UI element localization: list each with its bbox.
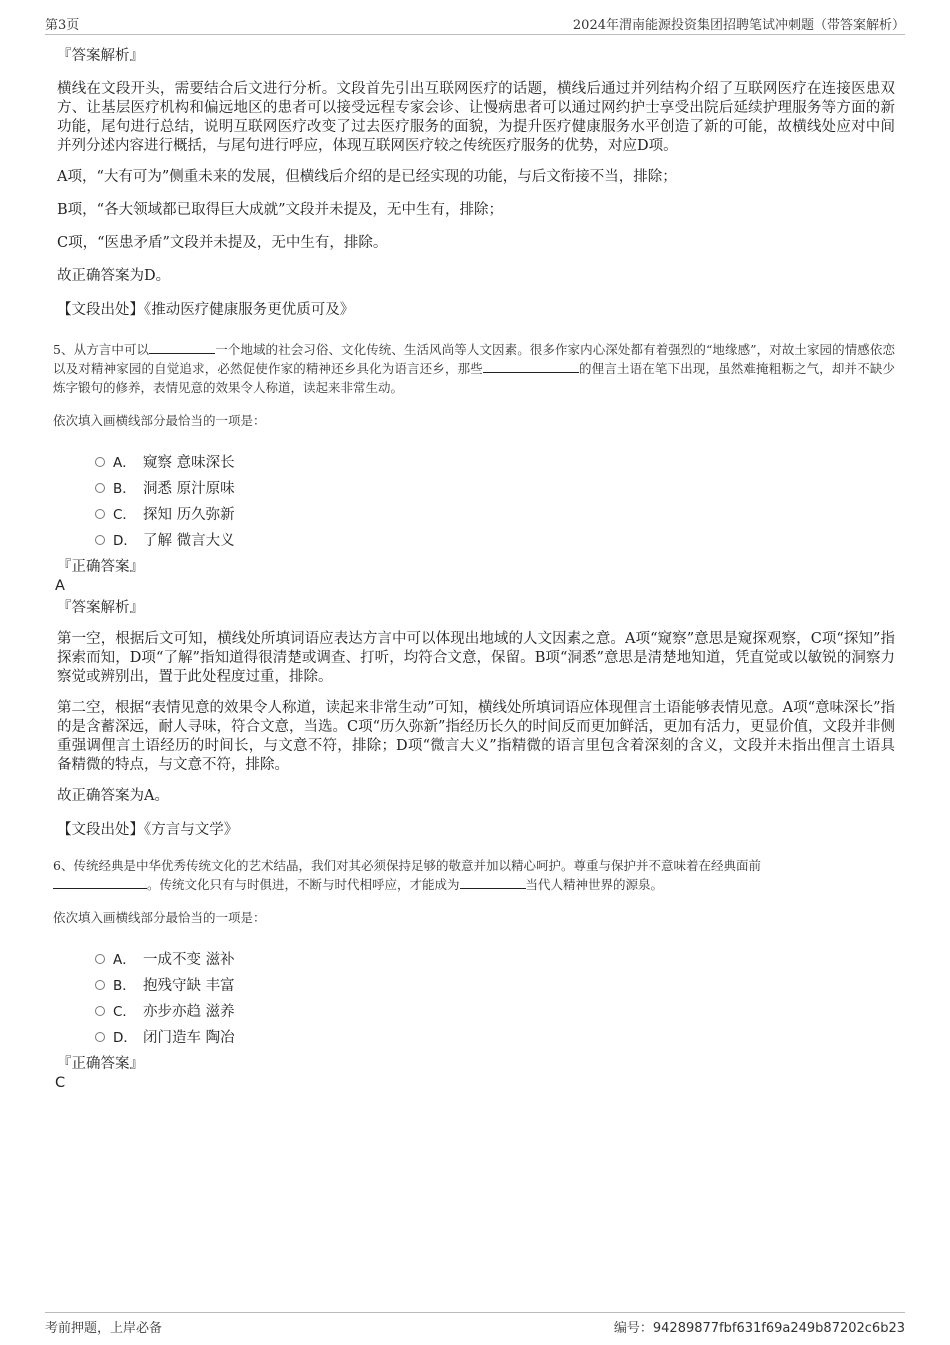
option-list xyxy=(95,947,895,1051)
analysis-label: 『答案解析』 xyxy=(57,600,144,616)
page-header xyxy=(45,14,905,35)
option-d[interactable] xyxy=(95,528,895,554)
question-6 xyxy=(53,856,895,1093)
option-c[interactable] xyxy=(95,502,895,528)
fill-blank xyxy=(149,341,215,354)
stem-text: 一个地域的社会习俗、文化传统、生活风尚等人文因素。很多作家内心深处都有着强烈的“地缘感”，对故土家园的情感依恋以及对精神家园的自觉追求，必然促使作家的精神还乡具化为语言还乡，那些 xyxy=(53,342,895,376)
question-5 xyxy=(53,340,895,840)
fill-blank xyxy=(483,360,579,373)
option-a[interactable] xyxy=(95,947,895,973)
fill-blank xyxy=(53,876,147,889)
footer-slogan: 考前押题，上岸必备 xyxy=(45,1321,163,1336)
q4-analysis-section xyxy=(57,46,895,320)
document-title: 2024年渭南能源投资集团招聘笔试冲刺题（带答案解析） xyxy=(572,18,905,33)
analysis-paragraph: C项，“医患矛盾”文段并未提及，无中生有，排除。 xyxy=(57,235,388,251)
option-text: 探知 历久弥新 xyxy=(143,507,235,523)
option-text: 洞悉 原汁原味 xyxy=(143,481,235,497)
option-list xyxy=(95,450,895,554)
analysis-paragraph: 第二空，根据“表情见意的效果令人称道，读起来非常生动”可知，横线处所填词语应体现俚言土语能够表情见意。A项“意味深长”指的是含蓄深远，耐人寻味，符合文意，当选。C项“历久弥新”指经历长久的时间反而更加鲜活，更加有活力，更显价值，文段并非侧重强调俚言土语经历的时间长，与文意不符，排除；D项“微言大义”指精微的语言里包含着深刻的含义，文段并未指出俚言土语具备精微的特点，与文意不符，排除。 xyxy=(57,700,895,773)
option-text: 窥察 意味深长 xyxy=(143,455,235,471)
stem-text: 。传统文化只有与时俱进，不断与时代相呼应，才能成为 xyxy=(147,877,460,892)
analysis-paragraph: B项，“各大领域都已取得巨大成就”文段并未提及，无中生有，排除； xyxy=(57,202,503,218)
question-stem xyxy=(53,856,895,894)
option-text: 了解 微言大义 xyxy=(143,533,235,549)
code-value: 94289877fbf631f69a249b87202c6b23 xyxy=(652,1321,905,1336)
code-label: 编号： xyxy=(613,1321,653,1336)
option-text: 一成不变 滋补 xyxy=(143,952,235,968)
option-letter: C． xyxy=(113,1004,136,1020)
correct-answer: C xyxy=(55,1075,66,1091)
document-code xyxy=(614,1317,905,1336)
analysis-paragraph: 故正确答案为A。 xyxy=(57,788,169,804)
radio-button[interactable] xyxy=(95,1032,105,1042)
question-prompt: 依次填入画横线部分最恰当的一项是： xyxy=(53,413,266,428)
page-footer xyxy=(45,1312,905,1337)
stem-text: 的俚言土语在笔下出现，虽然难掩粗粝之气，却并不缺少炼字锻句的修养，表情见意的效果令人称道，读起来非常生动。 xyxy=(53,361,895,395)
option-d[interactable] xyxy=(95,1025,895,1051)
radio-button[interactable] xyxy=(95,457,105,467)
analysis-paragraph: A项，“大有可为”侧重未来的发展，但横线后介绍的是已经实现的功能，与后文衔接不当，排除； xyxy=(57,169,677,185)
radio-button[interactable] xyxy=(95,509,105,519)
option-letter: B． xyxy=(113,978,136,994)
analysis-paragraph: 故正确答案为D。 xyxy=(57,268,171,284)
radio-button[interactable] xyxy=(95,483,105,493)
correct-answer-label: 『正确答案』 xyxy=(57,1056,144,1072)
question-prompt: 依次填入画横线部分最恰当的一项是： xyxy=(53,910,266,925)
correct-answer: A xyxy=(55,578,65,594)
passage-source: 【文段出处】《方言与文学》 xyxy=(57,822,239,838)
fill-blank xyxy=(460,876,526,889)
stem-text: 6、传统经典是中华优秀传统文化的艺术结晶，我们对其必须保持足够的敬意并加以精心呵护。尊重与保护并不意味着在经典面前 xyxy=(53,858,761,873)
analysis-paragraph: 第一空，根据后文可知，横线处所填词语应表达方言中可以体现出地域的人文因素之意。A项“窥察”意思是窥探观察，C项“探知”指探索而知，D项“了解”指知道得很清楚或调查、打听，均符合文意，保留。B项“洞悉”意思是清楚地知道，凭直觉或以敏锐的洞察力察觉或辨别出，置于此处程度过重，排除。 xyxy=(57,631,895,685)
radio-button[interactable] xyxy=(95,980,105,990)
analysis-label: 『答案解析』 xyxy=(57,48,144,64)
option-b[interactable] xyxy=(95,973,895,999)
option-text: 抱残守缺 丰富 xyxy=(143,978,235,994)
page-number: 第3页 xyxy=(45,18,80,33)
radio-button[interactable] xyxy=(95,535,105,545)
question-stem xyxy=(53,340,895,397)
option-c[interactable] xyxy=(95,999,895,1025)
option-letter: D． xyxy=(113,1030,137,1046)
radio-button[interactable] xyxy=(95,1006,105,1016)
option-letter: B． xyxy=(113,481,136,497)
page-content xyxy=(53,46,895,1095)
option-letter: D． xyxy=(113,533,137,549)
analysis-paragraph: 横线在文段开头，需要结合后文进行分析。文段首先引出互联网医疗的话题，横线后通过并列结构介绍了互联网医疗在连接医患双方、让基层医疗机构和偏远地区的患者可以接受远程专家会诊、让慢病患者可以通过网约护士享受出院后延续护理服务等方面的新功能，尾句进行总结，说明互联网医疗改变了过去医疗服务的面貌，为提升医疗健康服务水平创造了新的可能，故横线处应对中间并列分述内容进行概括，与尾句进行呼应，体现互联网医疗较之传统医疗服务的优势，对应D项。 xyxy=(57,81,895,154)
option-letter: A． xyxy=(113,952,136,968)
stem-text: 5、从方言中可以 xyxy=(53,342,150,357)
option-a[interactable] xyxy=(95,450,895,476)
passage-source: 【文段出处】《推动医疗健康服务更优质可及》 xyxy=(57,302,355,318)
radio-button[interactable] xyxy=(95,954,105,964)
option-text: 闭门造车 陶冶 xyxy=(143,1030,235,1046)
stem-text: 当代人精神世界的源泉。 xyxy=(525,877,664,892)
option-letter: C． xyxy=(113,507,136,523)
correct-answer-label: 『正确答案』 xyxy=(57,559,144,575)
option-b[interactable] xyxy=(95,476,895,502)
option-text: 亦步亦趋 滋养 xyxy=(143,1004,235,1020)
option-letter: A． xyxy=(113,455,136,471)
